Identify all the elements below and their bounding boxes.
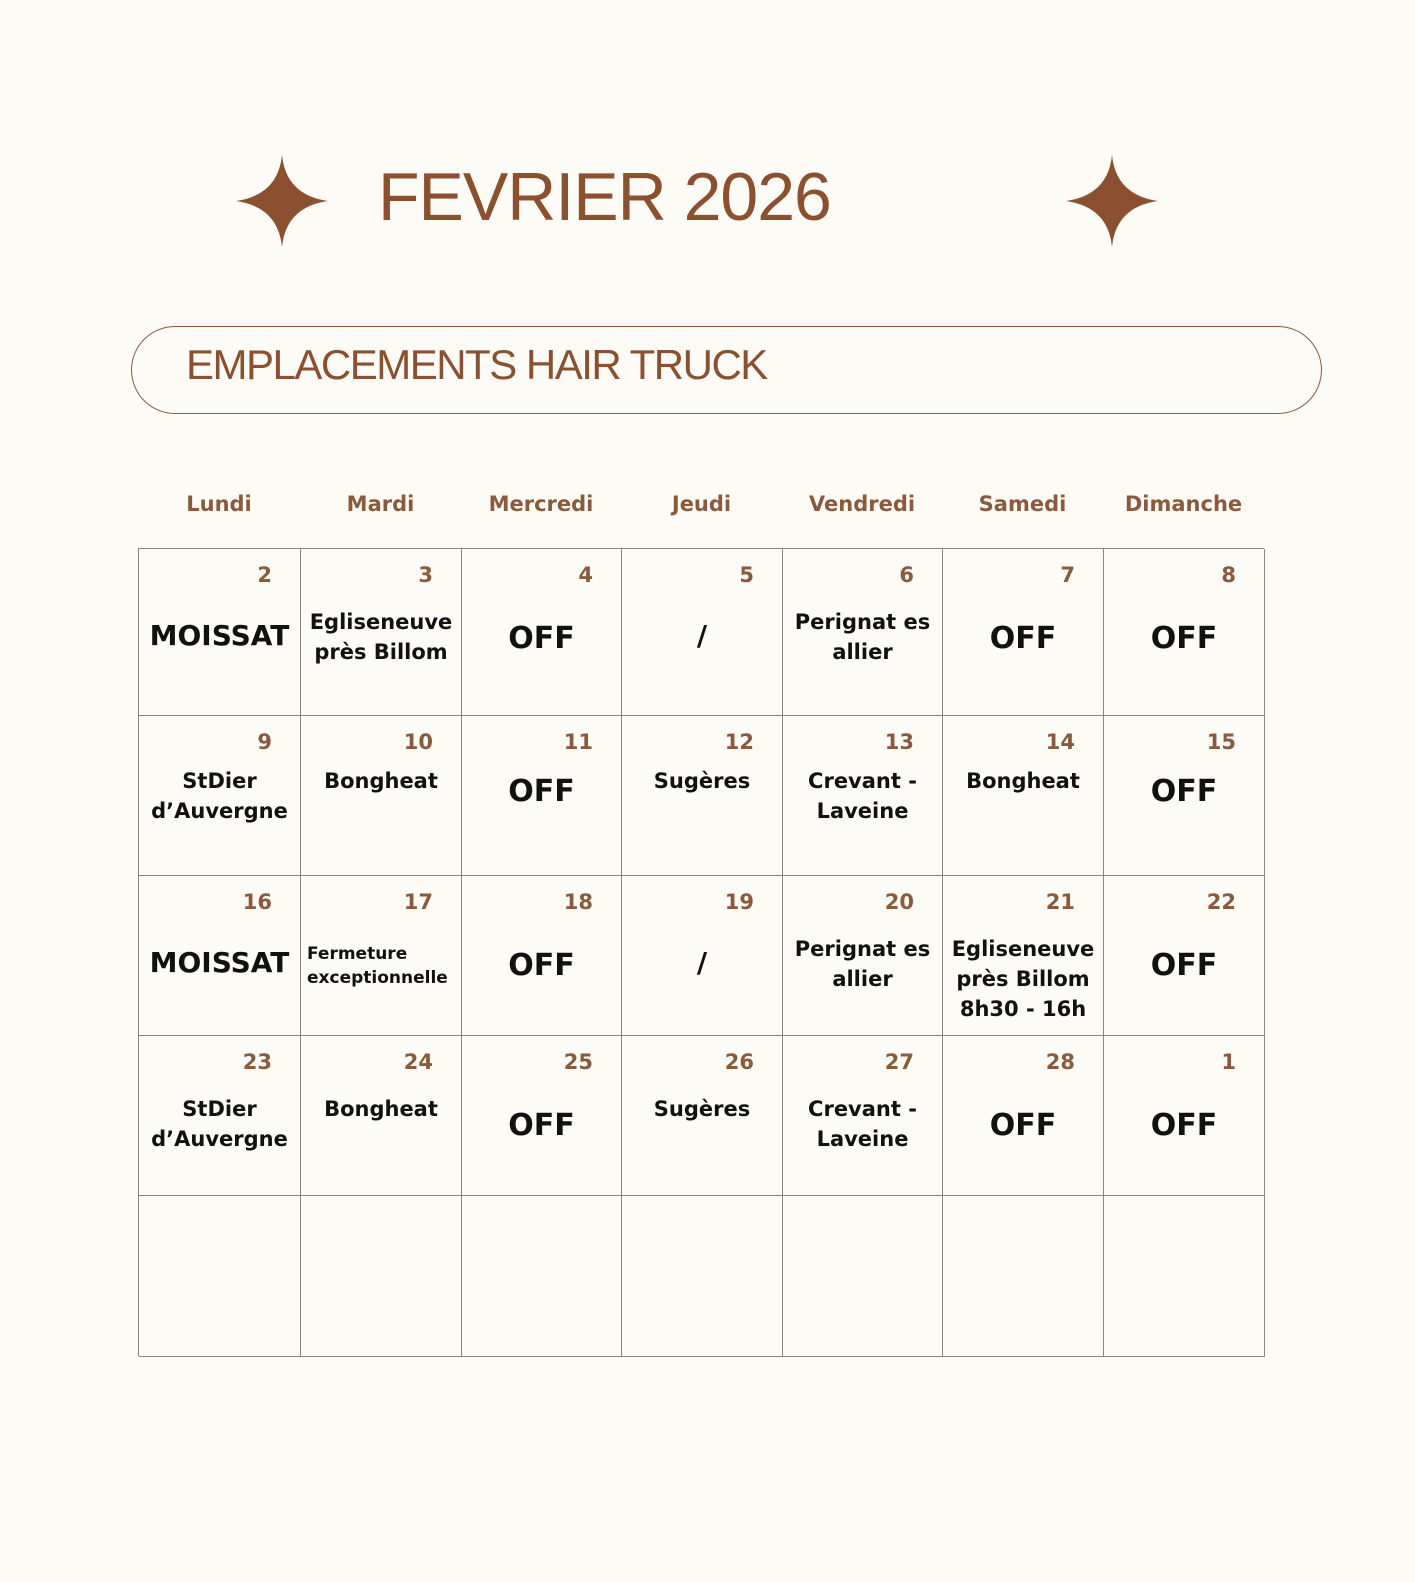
- calendar-day-cell: [301, 549, 462, 716]
- subtitle-banner: [131, 326, 1322, 414]
- calendar-day-cell: [1104, 876, 1265, 1036]
- calendar-day-cell: [301, 1196, 462, 1357]
- calendar-grid: [138, 548, 1264, 1356]
- location-label: OFF: [508, 948, 575, 983]
- location-label: OFF: [1150, 774, 1218, 809]
- day-number: 15: [1206, 730, 1236, 754]
- location-label: Bongheat: [324, 1097, 438, 1121]
- day-number: 14: [1045, 730, 1075, 754]
- calendar-day-cell: [783, 1036, 943, 1196]
- calendar-day-cell: [943, 549, 1104, 716]
- location-label: Crevant - Laveine: [808, 769, 917, 823]
- four-point-star-icon: [1066, 155, 1158, 247]
- location-label: OFF: [989, 621, 1057, 656]
- day-number: 25: [563, 1050, 593, 1074]
- calendar-day-cell: [622, 876, 783, 1036]
- calendar-day-cell: [139, 876, 301, 1036]
- day-number: 4: [578, 563, 593, 587]
- calendar-day-cell: [301, 716, 462, 876]
- day-number: 10: [403, 730, 433, 754]
- day-number: 26: [724, 1050, 754, 1074]
- location-label: OFF: [508, 1108, 575, 1143]
- location-label: /: [696, 619, 708, 652]
- weekday-sunday: Dimanche: [1124, 492, 1243, 516]
- location-label: Sugères: [653, 769, 751, 793]
- calendar-day-cell: [783, 1196, 943, 1357]
- day-number: 20: [884, 890, 914, 914]
- calendar-day-cell: [1104, 1036, 1265, 1196]
- calendar-day-cell: [139, 549, 301, 716]
- location-label: Sugères: [653, 1097, 751, 1121]
- weekday-header: [138, 486, 1264, 526]
- weekday-thursday: Jeudi: [671, 492, 732, 516]
- location-label: Fermeture exceptionnelle: [307, 944, 448, 988]
- location-label: OFF: [1150, 1108, 1218, 1143]
- day-number: 3: [418, 563, 433, 587]
- day-number: 22: [1206, 890, 1236, 914]
- day-number: 9: [257, 730, 272, 754]
- weekday-monday: Lundi: [186, 492, 252, 516]
- location-label: Bongheat: [966, 769, 1080, 793]
- location-label: /: [696, 946, 708, 979]
- calendar-day-cell: [783, 716, 943, 876]
- calendar-day-cell: [139, 1196, 301, 1357]
- calendar-day-cell: [462, 549, 622, 716]
- calendar-day-cell: [622, 716, 783, 876]
- day-number: 13: [884, 730, 914, 754]
- day-number: 1: [1221, 1050, 1236, 1074]
- calendar-day-cell: [943, 876, 1104, 1036]
- day-number: 27: [884, 1050, 914, 1074]
- location-label: Bongheat: [324, 769, 438, 793]
- calendar-day-cell: [943, 1036, 1104, 1196]
- calendar-day-cell: [622, 1196, 783, 1357]
- day-number: 8: [1221, 563, 1236, 587]
- weekday-tuesday: Mardi: [346, 492, 415, 516]
- calendar-day-cell: [783, 876, 943, 1036]
- location-label: Egliseneuve près Billom: [309, 610, 453, 664]
- calendar-day-cell: [622, 549, 783, 716]
- location-label: OFF: [989, 1108, 1057, 1143]
- page-title: FEVRIER 2026: [378, 159, 831, 235]
- calendar-day-cell: [1104, 1196, 1265, 1357]
- location-label: OFF: [1150, 948, 1218, 983]
- calendar-day-cell: [462, 1036, 622, 1196]
- day-number: 6: [899, 563, 914, 587]
- four-point-star-icon: [236, 155, 328, 247]
- day-number: 28: [1045, 1050, 1075, 1074]
- location-label: MOISSAT: [149, 946, 290, 979]
- calendar-day-cell: [943, 716, 1104, 876]
- day-number: 21: [1045, 890, 1075, 914]
- day-number: 17: [403, 890, 433, 914]
- day-number: 11: [563, 730, 593, 754]
- location-label: Perignat es allier: [794, 610, 931, 664]
- calendar-day-cell: [943, 1196, 1104, 1357]
- calendar-day-cell: [301, 876, 462, 1036]
- day-number: 19: [724, 890, 754, 914]
- location-label: StDier d’Auvergne: [151, 769, 288, 823]
- calendar-day-cell: [301, 1036, 462, 1196]
- location-label: Egliseneuve près Billom 8h30 - 16h: [951, 937, 1095, 1021]
- location-label: MOISSAT: [149, 619, 290, 652]
- day-number: 12: [724, 730, 754, 754]
- calendar-day-cell: [1104, 549, 1265, 716]
- calendar-day-cell: [139, 1036, 301, 1196]
- day-number: 2: [257, 563, 272, 587]
- day-number: 5: [739, 563, 754, 587]
- calendar-day-cell: [462, 1196, 622, 1357]
- weekday-saturday: Samedi: [978, 492, 1067, 516]
- subtitle: EMPLACEMENTS HAIR TRUCK: [186, 341, 767, 388]
- day-number: 24: [403, 1050, 433, 1074]
- day-number: 7: [1060, 563, 1075, 587]
- weekday-wednesday: Mercredi: [488, 492, 594, 516]
- calendar-day-cell: [462, 876, 622, 1036]
- calendar-day-cell: [139, 716, 301, 876]
- day-number: 18: [563, 890, 593, 914]
- calendar-day-cell: [622, 1036, 783, 1196]
- location-label: Perignat es allier: [794, 937, 931, 991]
- location-label: Crevant - Laveine: [808, 1097, 917, 1151]
- calendar-day-cell: [462, 716, 622, 876]
- location-label: StDier d’Auvergne: [151, 1097, 288, 1151]
- day-number: 23: [242, 1050, 272, 1074]
- location-label: OFF: [508, 621, 575, 656]
- weekday-friday: Vendredi: [808, 492, 916, 516]
- calendar-day-cell: [1104, 716, 1265, 876]
- day-number: 16: [242, 890, 272, 914]
- location-label: OFF: [1150, 621, 1218, 656]
- location-label: OFF: [508, 774, 575, 809]
- calendar-day-cell: [783, 549, 943, 716]
